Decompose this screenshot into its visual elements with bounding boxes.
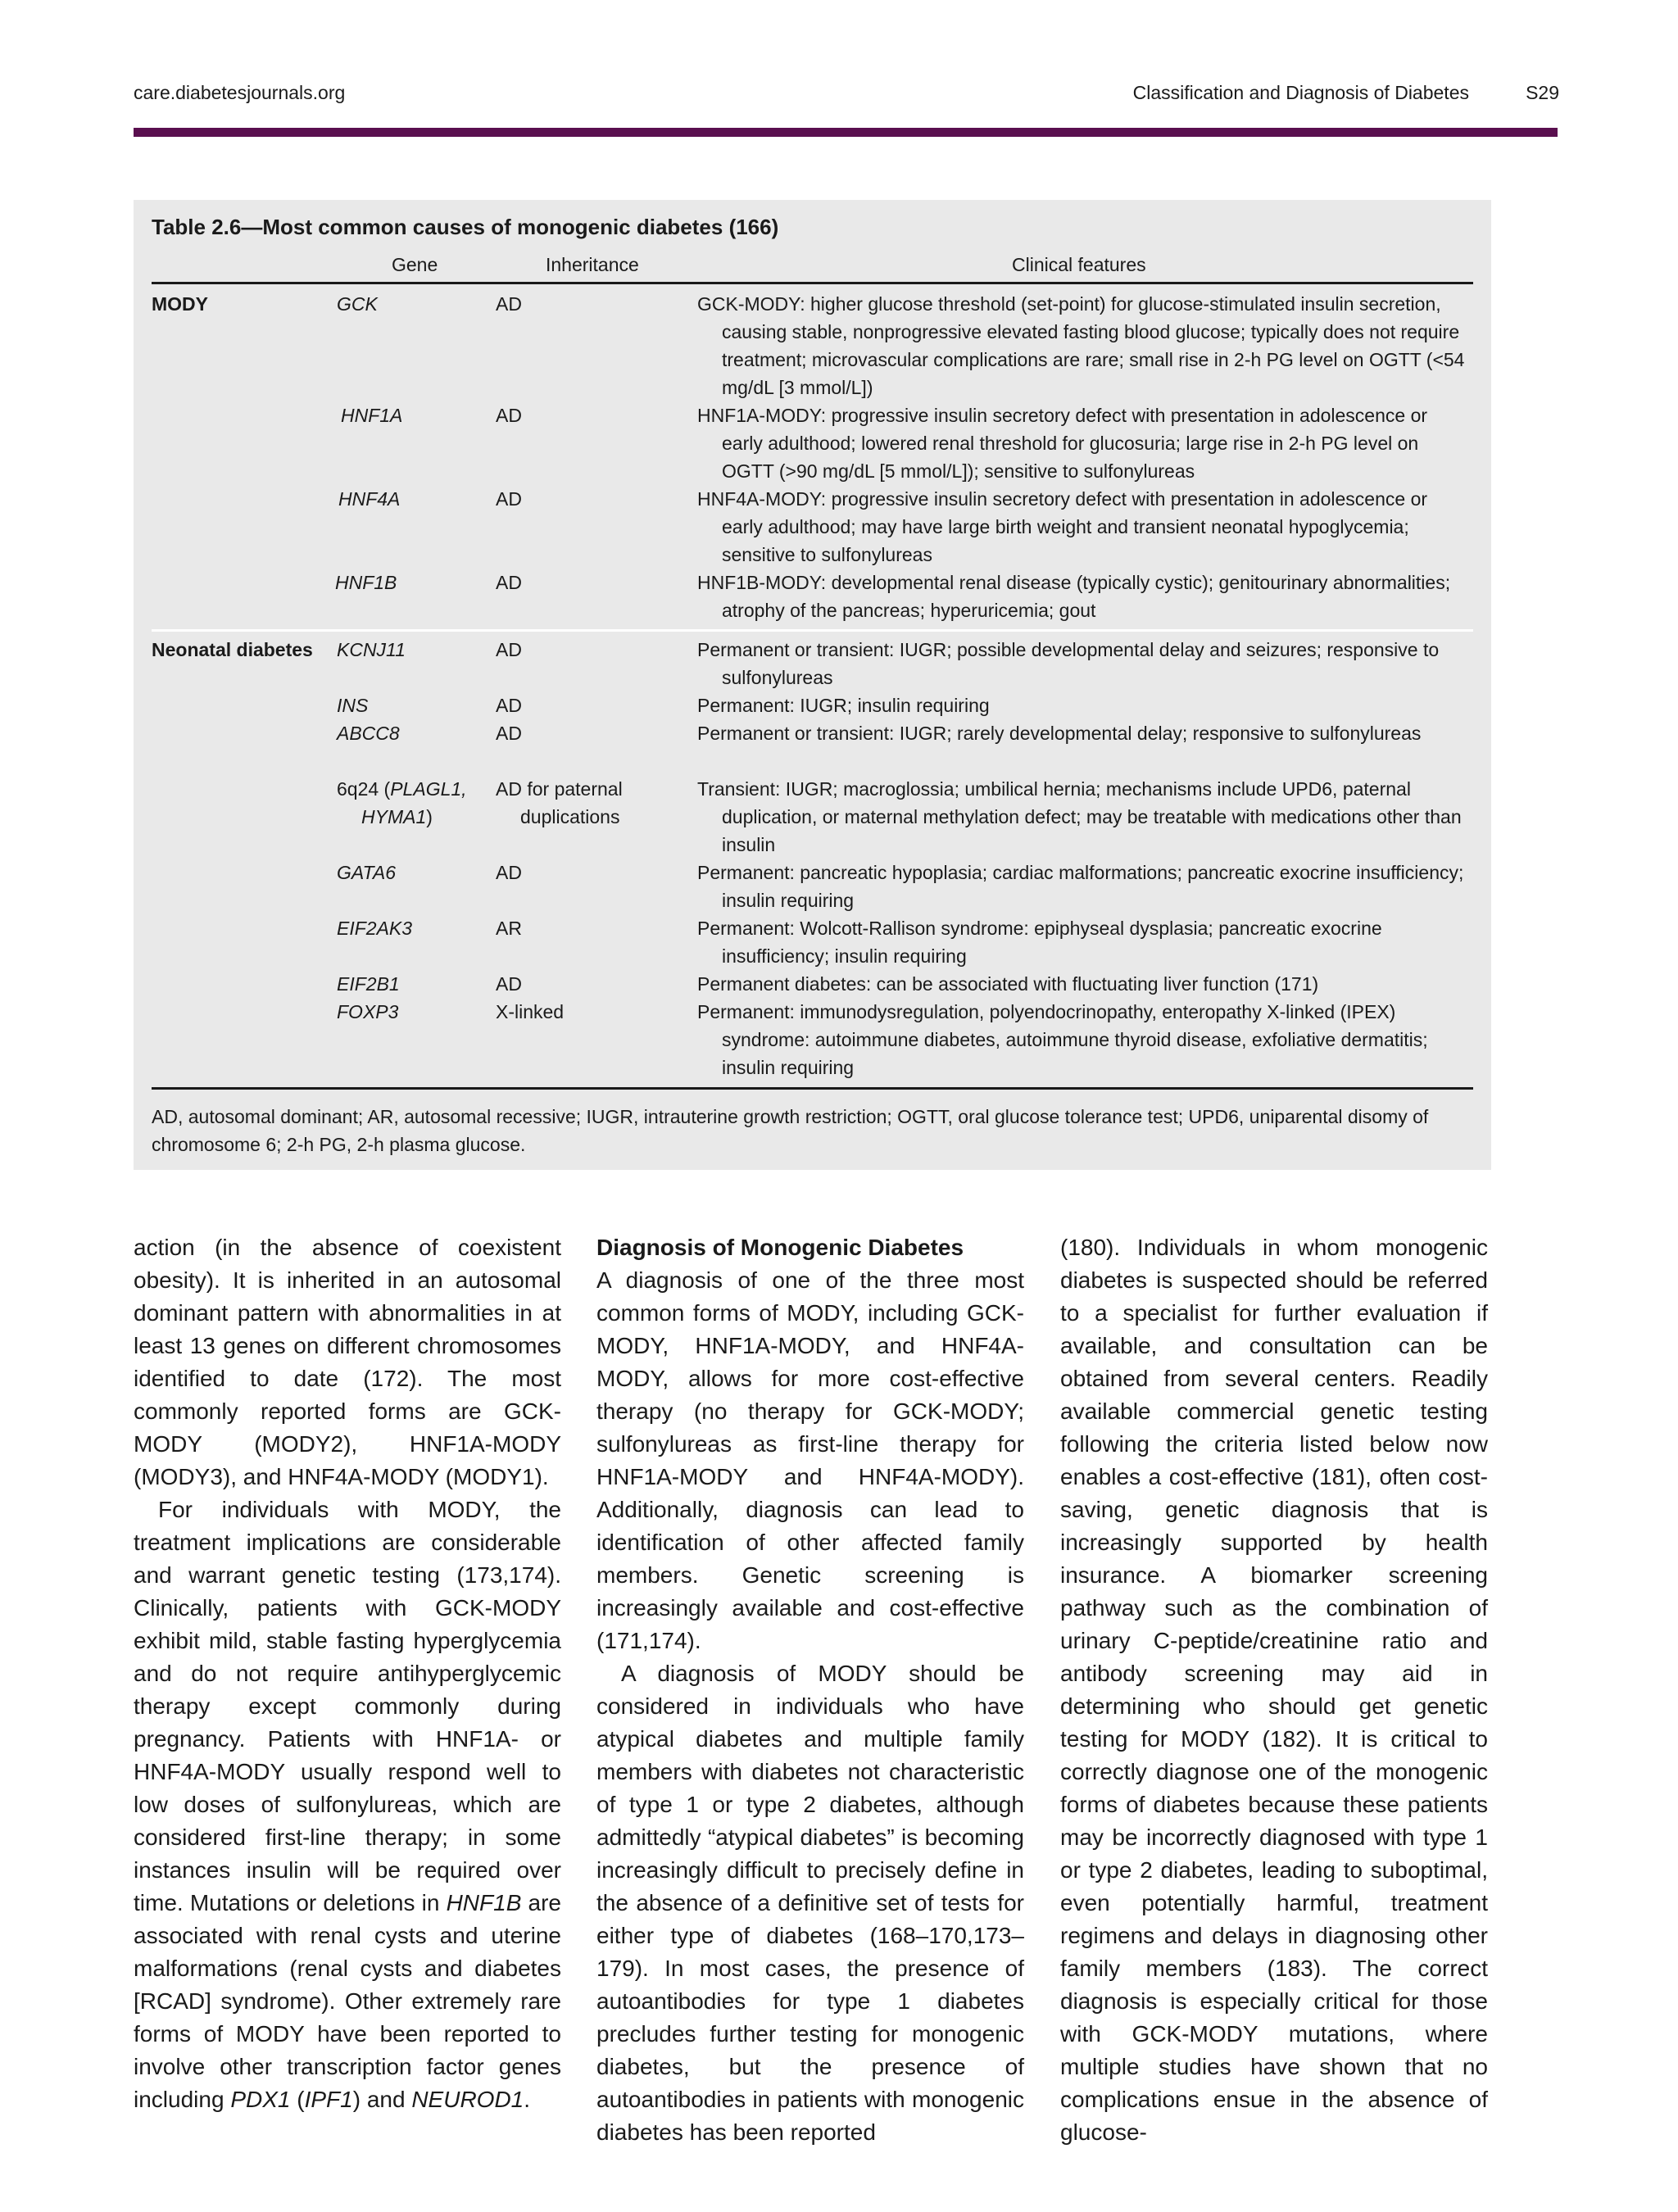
group-label-mody: MODY	[152, 293, 208, 315]
clinical-features: HNF1B-MODY: developmental renal disease (typically cystic); genitourinary abnormalities; atrophy of the pancreas; hyperuricemia; gout	[697, 572, 1451, 621]
inheritance: AD	[496, 293, 522, 315]
inheritance: AD	[496, 973, 522, 995]
clinical-features: HNF1A-MODY: progressive insulin secretory defect with presentation in adolescence or early adulthood; lowered renal threshold for glucosuria; large rise in 2-h PG level on OGTT (>90 mg/dL [5 mmol/L]); sensitive to sulfonylureas	[697, 405, 1428, 482]
header-rule	[134, 128, 1558, 137]
gene-name: INS	[337, 695, 369, 716]
inheritance-part: AD for paternal	[496, 778, 623, 800]
gene-name: NEUROD1	[411, 2087, 524, 2112]
group-label-neonatal: Neonatal diabetes	[152, 639, 313, 660]
table-bottom-rule	[152, 1087, 1473, 1090]
page-number: S29	[1526, 82, 1559, 103]
inheritance: AD	[496, 695, 522, 716]
clinical-features: Permanent or transient: IUGR; possible developmental delay and seizures; responsive to sulfonylureas	[697, 639, 1440, 688]
gene-name: ABCC8	[337, 723, 400, 744]
clinical-features: Permanent: Wolcott-Rallison syndrome: epiphyseal dysplasia; pancreatic exocrine insufficiency; insulin requiring	[697, 918, 1382, 967]
table-footnote: AD, autosomal dominant; AR, autosomal recessive; IUGR, intrauterine growth restriction; OGTT, oral glucose tolerance test; UPD6, uniparental disomy of chromosome 6; 2-h PG, 2-h plasma glucose.	[152, 1106, 1429, 1155]
header-rule-line	[152, 282, 1473, 284]
clinical-features: Permanent: immunodysregulation, polyendocrinopathy, enteropathy X-linked (IPEX) syndrome: autoimmune diabetes, autoimmune thyroid disease, exfoliative dermatitis; insulin requiring	[697, 1001, 1428, 1078]
section-heading: Diagnosis of Monogenic Diabetes	[596, 1235, 964, 1260]
body-column-3	[1060, 1231, 1488, 2149]
group-separator	[152, 629, 1473, 632]
gene-name	[337, 775, 501, 831]
gene-suffix: )	[426, 806, 433, 827]
gene-name: IPF1	[304, 2087, 353, 2112]
gene-name: GCK	[337, 293, 378, 315]
clinical-features: Transient: IUGR; macroglossia; umbilical hernia; mechanisms include UPD6, paternal duplication, or maternal methylation defect; may be treatable with medications other than insulin	[697, 778, 1462, 855]
text-run: (	[290, 2087, 305, 2112]
inheritance: X-linked	[496, 1001, 565, 1022]
paragraph: action (in the absence of coexistent obesity). It is inherited in an autosomal dominant pattern with abnormalities in at least 13 genes on different chromosomes identified to date (172). The most commonly reported forms are GCK-MODY (MODY2), HNF1A-MODY (MODY3), and HNF4A-MODY (MODY1).	[134, 1235, 561, 1489]
gene-name: EIF2B1	[337, 973, 400, 995]
inheritance	[496, 775, 660, 831]
clinical-features: HNF4A-MODY: progressive insulin secretory defect with presentation in adolescence or early adulthood; may have large birth weight and transient neonatal hypoglycemia; sensitive to sulfonylureas	[697, 488, 1428, 565]
text-run: ) and	[352, 2087, 412, 2112]
inheritance: AD	[496, 405, 522, 426]
clinical-features: Permanent: pancreatic hypoplasia; cardiac malformations; pancreatic exocrine insufficiency; insulin requiring	[697, 862, 1464, 911]
inheritance: AD	[496, 488, 522, 510]
paragraph: A diagnosis of one of the three most common forms of MODY, including GCK-MODY, HNF1A-MODY, and HNF4A-MODY, allows for more cost-effective therapy (no therapy for GCK-MODY; sulfonylureas as first-line therapy for HNF1A-MODY and HNF4A-MODY). Additionally, diagnosis can lead to identification of other affected family members. Genetic screening is increasingly available and cost-effective (171,174).	[596, 1267, 1024, 1653]
clinical-features: GCK-MODY: higher glucose threshold (set-point) for glucose-stimulated insulin secretion, causing stable, nonprogressive elevated fasting blood glucose; typically does not require treatment; microvascular complications are rare; small rise in 2-h PG level on OGTT (<54 mg/dL [3 mmol/L])	[697, 293, 1465, 398]
gene-name: HNF1B	[446, 1890, 522, 1915]
column-header-gene: Gene	[392, 254, 438, 275]
column-header-inheritance: Inheritance	[546, 254, 639, 275]
text-run: are associated with renal cysts and uterine malformations (renal cysts and diabetes [RCAD] syndrome). Other extremely rare forms of MODY have been reported to involve other transcription factor genes including	[134, 1890, 561, 2112]
body-column-2	[596, 1231, 1024, 2149]
gene-name: HNF1A	[341, 405, 403, 426]
gene-name: EIF2AK3	[337, 918, 413, 939]
text-run: .	[524, 2087, 531, 2112]
gene-name: FOXP3	[337, 1001, 399, 1022]
clinical-features: Permanent or transient: IUGR; rarely developmental delay; responsive to sulfonylureas	[697, 723, 1422, 744]
paragraph: A diagnosis of MODY should be considered in individuals who have atypical diabetes and multiple family members with diabetes not characteristic of type 1 or type 2 diabetes, although admittedly “atypical diabetes” is becoming increasingly difficult to precisely define in the absence of a definitive set of tests for either type of diabetes (168–170,173–179). In most cases, the presence of autoantibodies for type 1 diabetes precludes further testing for monogenic diabetes, but the presence of autoantibodies in patients with monogenic diabetes has been reported	[596, 1661, 1024, 2145]
journal-url[interactable]: care.diabetesjournals.org	[134, 82, 346, 103]
inheritance: AD	[496, 723, 522, 744]
gene-prefix: 6q24 (	[337, 778, 391, 800]
running-head	[134, 82, 1559, 115]
table-title: Table 2.6—Most common causes of monogenic diabetes (166)	[152, 215, 779, 239]
column-header-clinical-features: Clinical features	[1012, 254, 1146, 275]
paragraph	[134, 1494, 561, 2116]
text-run: For individuals with MODY, the treatment implications are considerable and warrant genetic testing (173,174). Clinically, patients with GCK-MODY exhibit mild, stable fasting hyperglycemia and do not require antihyperglycemic therapy except commonly during pregnancy. Patients with HNF1A- or HNF4A-MODY usually respond well to low doses of sulfonylureas, which are considered first-line therapy; in some instances insulin will be required over time. Mutations or deletions in	[134, 1497, 561, 1915]
section-title: Classification and Diagnosis of Diabetes	[1132, 82, 1469, 103]
body-column-1	[134, 1231, 561, 2116]
inheritance: AD	[496, 639, 522, 660]
clinical-features: Permanent diabetes: can be associated with fluctuating liver function (171)	[697, 973, 1319, 995]
inheritance: AR	[496, 918, 522, 939]
table-2-6	[134, 200, 1491, 1170]
gene-name: PDX1	[230, 2087, 291, 2112]
paragraph: (180). Individuals in whom monogenic diabetes is suspected should be referred to a specialist for further evaluation if available, and consultation can be obtained from several centers. Readily available commercial genetic testing following the criteria listed below now enables a cost-effective (181), often cost-saving, genetic diagnosis that is increasingly supported by health insurance. A biomarker screening pathway such as the combination of urinary C-peptide/creatinine ratio and antibody screening may aid in determining who should get genetic testing for MODY (182). It is critical to correctly diagnose one of the monogenic forms of diabetes because these patients may be incorrectly diagnosed with type 1 or type 2 diabetes, leading to suboptimal, even potentially harmful, treatment regimens and delays in diagnosing other family members (183). The correct diagnosis is especially critical for those with GCK-MODY mutations, where multiple studies have shown that no complications ensue in the absence of glucose-	[1060, 1235, 1488, 2145]
gene-name: GATA6	[337, 862, 396, 883]
inheritance-part: duplications	[520, 806, 620, 827]
inheritance: AD	[496, 572, 522, 593]
gene-name: HNF4A	[338, 488, 401, 510]
gene-name: HNF1B	[335, 572, 397, 593]
gene-name-part: HYMA1	[361, 806, 427, 827]
gene-name-part: PLAGL1,	[390, 778, 467, 800]
gene-name: KCNJ11	[337, 639, 406, 660]
inheritance: AD	[496, 862, 522, 883]
clinical-features: Permanent: IUGR; insulin requiring	[697, 695, 990, 716]
